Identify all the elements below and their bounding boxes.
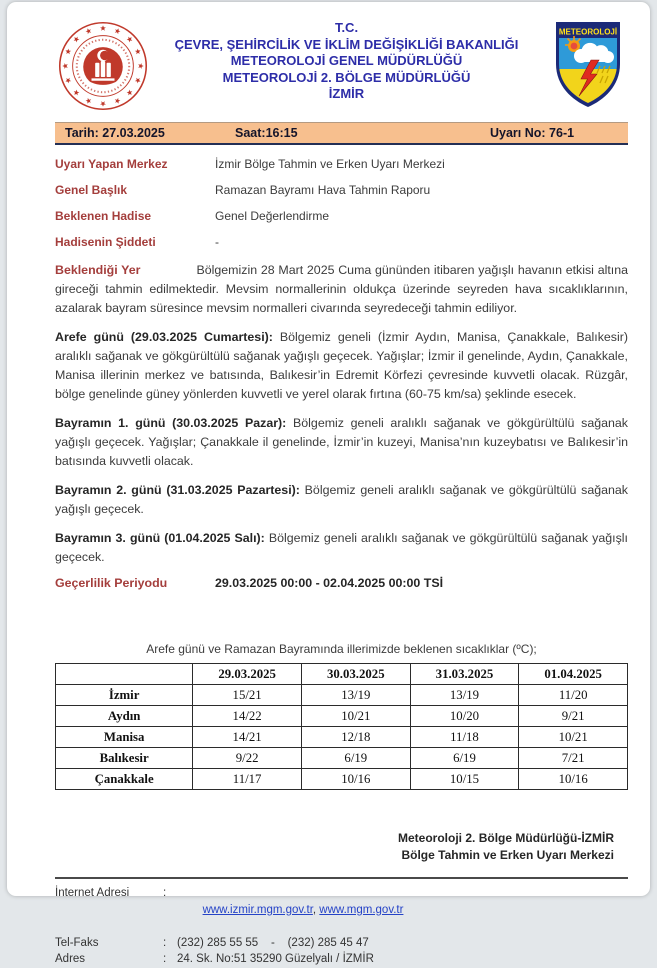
table-row xyxy=(56,727,628,748)
expected-area-text: Bölgemizin 28 Mart 2025 Cuma gününden itibaren yağışlı havanın etkisi altına gireceği tahmin edilmektedir. Mevsim normallerinin oldukça üzerinde seyreden hava sıcaklıklarının, azalarak bayram süresince mevsim normalleri civarında seyredeceği tahmin ediliyor. xyxy=(55,263,629,315)
field-value: Ramazan Bayramı Hava Tahmin Raporu xyxy=(215,183,431,197)
meteoroloji-badge-icon xyxy=(542,16,628,110)
org-title-line: METEOROLOJİ GENEL MÜDÜRLÜĞÜ xyxy=(230,53,463,68)
validity-period-value: 29.03.2025 00:00 - 02.04.2025 00:00 TSİ xyxy=(215,576,444,590)
temp-cell: 10/21 xyxy=(301,706,410,727)
temp-cell: 10/16 xyxy=(301,769,410,790)
meta-time: Saat:16:15 xyxy=(235,126,298,140)
field-row xyxy=(55,209,628,223)
temp-cell: 9/22 xyxy=(193,748,302,769)
internet-links xyxy=(177,885,628,935)
meteoroloji-shield-icon xyxy=(548,16,628,110)
field-label: Beklenen Hadise xyxy=(55,209,152,223)
colon: : xyxy=(163,953,167,965)
table-header-cell: 29.03.2025 xyxy=(193,664,302,685)
document-header xyxy=(55,16,628,112)
colon: : xyxy=(163,936,167,949)
temp-cell: 10/16 xyxy=(519,769,628,790)
bayram-day3-paragraph xyxy=(55,529,628,567)
temp-cell: 10/21 xyxy=(519,727,628,748)
field-row xyxy=(55,157,628,171)
city-cell: Çanakkale xyxy=(56,769,193,790)
field-value: Genel Değerlendirme xyxy=(215,209,330,223)
table-row xyxy=(56,706,628,727)
arefe-day-text: Bölgemiz geneli (İzmir Aydın, Manisa, Çanakkale, Balıkesir) aralıklı sağanak ve gökgürültülü sağanak yağışlı geçecek. Yağışlar; İzmir il genelinde, Aydın, Çanakkale, Manisa illerinin merkez ve batısında, Balıkesir’in Edremit Körfezi çevresinde kuvvetli olacak. Rüzgâr, bölge genelinde güney yönlerden kuvvetli ve yerel olarak fırtına (60-75 km/sa) şeklinde esecek. xyxy=(55,330,628,401)
footer-row-telfaks xyxy=(55,935,628,952)
expected-area-paragraph xyxy=(55,261,628,318)
bayram-day3-lead: Bayramın 3. günü (01.04.2025 Salı): xyxy=(55,531,265,545)
table-row xyxy=(56,748,628,769)
temperature-table-block xyxy=(55,642,628,790)
temp-cell: 9/21 xyxy=(519,706,628,727)
mgm-link[interactable]: www.mgm.gov.tr xyxy=(319,903,404,916)
meteoroloji-badge-label: METEOROLOJİ xyxy=(558,27,618,37)
meta-bar xyxy=(55,122,628,145)
city-cell: Manisa xyxy=(56,727,193,748)
temp-cell: 15/21 xyxy=(193,685,302,706)
table-header-cell xyxy=(56,664,193,685)
temp-cell: 14/22 xyxy=(193,706,302,727)
temp-cell: 6/19 xyxy=(410,748,519,769)
tc-ministry-seal-icon xyxy=(57,20,149,112)
org-title-line: İZMİR xyxy=(328,86,365,101)
org-title-line: ÇEVRE, ŞEHİRCİLİK VE İKLİM DEĞİŞİKLİĞİ BAKANLIĞI xyxy=(174,36,519,52)
validity-period-row xyxy=(55,576,628,590)
table-row xyxy=(56,769,628,790)
colon: : xyxy=(163,887,167,899)
temp-cell: 11/18 xyxy=(410,727,519,748)
temperature-table-title: Arefe günü ve Ramazan Bayramında illerimizde beklenen sıcaklıklar (ºC); xyxy=(146,642,537,656)
temp-cell: 13/19 xyxy=(410,685,519,706)
table-header-cell: 30.03.2025 xyxy=(301,664,410,685)
temp-cell: 13/19 xyxy=(301,685,410,706)
telfaks-value: (232) 285 55 55 - (232) 285 45 47 xyxy=(177,936,369,949)
meta-warning-no: Uyarı No: 76-1 xyxy=(490,126,575,140)
adres-label: Adres xyxy=(55,953,86,965)
bayram-day1-lead: Bayramın 1. günü (30.03.2025 Pazar): xyxy=(55,416,287,430)
table-row xyxy=(56,685,628,706)
table-header-cell: 31.03.2025 xyxy=(410,664,519,685)
signature-line: Meteoroloji 2. Bölge Müdürlüğü-İZMİR xyxy=(398,831,614,845)
field-row xyxy=(55,183,628,197)
arefe-day-lead: Arefe günü (29.03.2025 Cumartesi): xyxy=(55,330,273,344)
org-title-block xyxy=(151,16,542,103)
org-title-line: METEOROLOJİ 2. BÖLGE MÜDÜRLÜĞÜ xyxy=(222,69,471,85)
field-label: Hadisenin Şiddeti xyxy=(55,235,156,249)
footer-row-adres xyxy=(55,951,628,968)
footer-row-internet xyxy=(55,885,628,935)
field-value: - xyxy=(215,235,219,249)
meta-date: Tarih: 27.03.2025 xyxy=(65,126,165,140)
telfaks-label: Tel-Faks xyxy=(55,936,99,949)
signature-block xyxy=(55,830,628,864)
ministry-seal-icon xyxy=(55,16,151,112)
org-title-line: T.C. xyxy=(334,20,359,35)
validity-period-label: Geçerlilik Periyodu xyxy=(55,576,168,590)
report-page xyxy=(7,2,650,965)
footer-divider xyxy=(55,877,628,879)
temp-cell: 11/17 xyxy=(193,769,302,790)
city-cell: Balıkesir xyxy=(56,748,193,769)
adres-value: 24. Sk. No:51 35290 Güzelyalı / İZMİR xyxy=(177,953,374,965)
bayram-day3-text: Bölgemiz geneli aralıklı sağanak ve gökgürültülü sağanak yağışlı geçecek. xyxy=(55,531,628,564)
bayram-day1-text: Bölgemiz geneli aralıklı sağanak ve gökgürültülü sağanak yağışlı geçecek. Yağışlar; Çanakkale il genelinde, İzmir’in kuzeyi, Manisa’nın kuzeybatısı ve Balıkesir’in batısında kuvvetli olacak. xyxy=(55,416,628,468)
field-label: Genel Başlık xyxy=(55,183,128,197)
expected-area-label: Beklendiği Yer xyxy=(55,263,141,277)
temp-cell: 11/20 xyxy=(519,685,628,706)
field-value: İzmir Bölge Tahmin ve Erken Uyarı Merkezi xyxy=(215,157,445,171)
bayram-day2-lead: Bayramın 2. günü (31.03.2025 Pazartesi): xyxy=(55,483,300,497)
temperature-table xyxy=(55,663,628,790)
signature-line: Bölge Tahmin ve Erken Uyarı Merkezi xyxy=(401,848,614,862)
temp-cell: 7/21 xyxy=(519,748,628,769)
temp-cell: 6/19 xyxy=(301,748,410,769)
izmir-mgm-link[interactable]: www.izmir.mgm.gov.tr xyxy=(202,903,313,916)
bayram-day2-paragraph xyxy=(55,481,628,519)
temp-cell: 10/15 xyxy=(410,769,519,790)
internet-label: İnternet Adresi xyxy=(55,887,130,899)
bayram-day2-text: Bölgemiz geneli aralıklı sağanak ve gökgürültülü sağanak yağışlı geçecek. xyxy=(55,483,628,516)
table-header-cell: 01.04.2025 xyxy=(519,664,628,685)
field-label: Uyarı Yapan Merkez xyxy=(55,157,168,171)
arefe-day-paragraph xyxy=(55,328,628,404)
report-fields xyxy=(55,157,628,249)
temp-cell: 14/21 xyxy=(193,727,302,748)
footer-contact xyxy=(55,885,628,968)
link-separator: , xyxy=(312,903,317,916)
field-row xyxy=(55,235,628,249)
temp-cell: 10/20 xyxy=(410,706,519,727)
temp-cell: 12/18 xyxy=(301,727,410,748)
bayram-day1-paragraph xyxy=(55,414,628,471)
table-header-row xyxy=(56,664,628,685)
city-cell: Aydın xyxy=(56,706,193,727)
city-cell: İzmir xyxy=(56,685,193,706)
